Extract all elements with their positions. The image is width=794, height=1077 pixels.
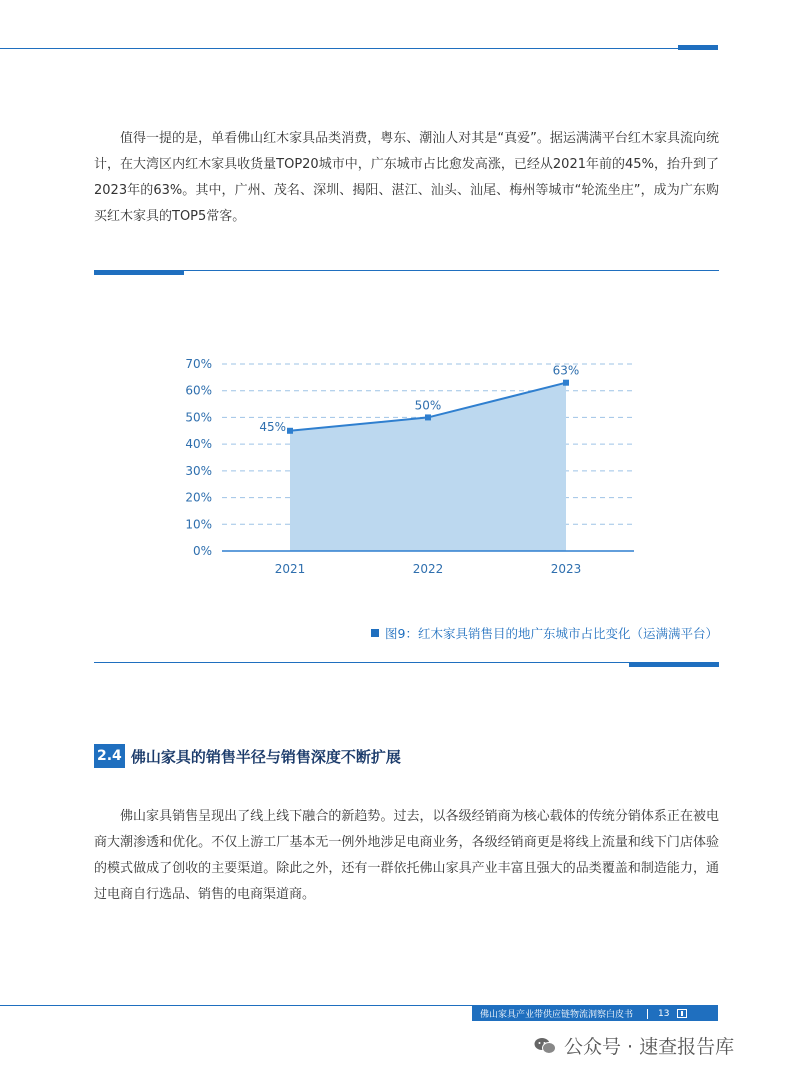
page-number: 13 [647, 1009, 669, 1019]
section-title: 佛山家具的销售半径与销售深度不断扩展 [130, 747, 401, 766]
data-point [287, 428, 293, 434]
y-tick-label: 70% [185, 357, 212, 371]
figure-caption [371, 624, 718, 642]
header-accent-bar [678, 45, 718, 50]
body-paragraph-1: 值得一提的是，单看佛山红木家具品类消费，粤东、潮汕人对其是“真爱”。据运满满平台红木家具流向统计，在大湾区内红木家具收货量TOP20城市中，广东城市占比愈发高涨，已经从2021年前的45%，抬升到了2023年的63%。其中，广州、茂名、深圳、揭阳、湛江、汕头、汕尾、梅州等城市“轮流坐庄”，成为广东购买红木家具的TOP5常客。 [94, 131, 719, 224]
y-tick-label: 20% [185, 490, 212, 505]
y-tick-label: 0% [192, 544, 212, 558]
book-icon [677, 1009, 687, 1018]
body-paragraph-2: 佛山家具销售呈现出了线上线下融合的新趋势。过去，以各级经销商为核心载体的传统分销体系正在被电商大潮渗透和优化。不仅上游工厂基本无一例外地涉足电商业务，各级经销商更是将线上流量和线下门店体验的模式做成了创收的主要渠道。除此之外，还有一群依托佛山家具产业丰富且强大的品类覆盖和制造能力，通过电商自行选品、销售的电商渠道商。 [94, 809, 719, 902]
watermark [534, 1032, 734, 1059]
footer-title: 佛山家具产业带供应链物流洞察白皮书 [480, 1010, 634, 1020]
y-tick-label: 60% [185, 383, 212, 398]
x-tick-label: 2021 [274, 562, 306, 576]
x-tick-label: 2022 [412, 562, 444, 576]
y-tick-label: 50% [185, 410, 212, 425]
section-heading [94, 744, 401, 768]
y-tick-label: 30% [185, 463, 212, 478]
data-point [563, 380, 569, 386]
chart-x-tick-labels [275, 562, 582, 576]
watermark-text: 公众号 · 速查报告库 [564, 1036, 735, 1058]
x-tick-label: 2023 [550, 562, 582, 576]
data-label: 63% [552, 363, 580, 378]
data-label: 50% [414, 398, 442, 413]
area-chart [0, 340, 794, 580]
wechat-icon [534, 1037, 556, 1055]
data-label: 45% [259, 419, 286, 434]
y-tick-label: 10% [185, 517, 212, 532]
caption-text: 图9：红木家具销售目的地广东城市占比变化（运满满平台） [385, 626, 718, 641]
chart-y-tick-labels [185, 357, 212, 558]
chart-bottom-rule [94, 662, 719, 663]
header-rule [0, 48, 718, 49]
section-number: 2.4 [94, 744, 125, 768]
chart-bottom-accent-bar [629, 662, 719, 667]
chart-top-rule [94, 270, 719, 271]
caption-square-icon [371, 629, 379, 637]
footer-bar [472, 1006, 718, 1021]
data-point [425, 414, 431, 420]
y-tick-label: 40% [185, 437, 212, 452]
